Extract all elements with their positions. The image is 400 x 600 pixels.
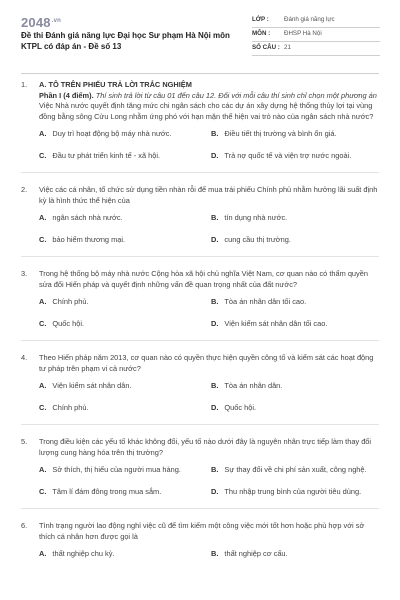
option-letter: B. <box>211 465 219 475</box>
question-number: 6. <box>21 521 28 531</box>
option-text: Điều tiết thị trường và bình ổn giá. <box>224 129 337 139</box>
option-a[interactable] <box>39 213 211 224</box>
question-text: Tình trạng người lao động nghỉ việc cũ để tìm kiếm một công việc mới tốt hơn hoặc phù hợp với sở thích cá nhân hơn được gọi là <box>39 521 365 541</box>
answer-options <box>39 381 380 413</box>
meta-value: ĐHSP Hà Nội <box>284 30 322 38</box>
option-a[interactable] <box>39 297 211 308</box>
part-label: Phần I (4 điểm). <box>39 90 94 100</box>
option-letter: A. <box>39 297 47 307</box>
question-6 <box>0 521 400 560</box>
option-text: thất nghiệp chu kỳ. <box>52 549 115 559</box>
option-letter: D. <box>211 318 219 328</box>
option-text: cung cầu thị trường. <box>224 234 291 244</box>
option-text: Thu nhập trung bình của người tiêu dùng. <box>224 486 362 496</box>
option-b[interactable] <box>211 213 381 224</box>
option-d[interactable] <box>211 487 381 498</box>
option-letter: D. <box>211 486 219 496</box>
question-text: Theo Hiến pháp năm 2013, cơ quan nào có quyền thực hiện quyền công tố và kiểm sát các hoạt động tư pháp trên phạm vi cả nước? <box>39 353 374 373</box>
option-b[interactable] <box>211 465 381 476</box>
question-text: Trong điều kiện các yếu tố khác không đổi, yếu tố nào dưới đây là nguyên nhân trực tiếp làm thay đổi lượng cung hàng hóa trên thị trường? <box>39 437 372 457</box>
option-letter: B. <box>211 297 219 307</box>
question-text: Trong hệ thống bộ máy nhà nước Cộng hòa xã hội chủ nghĩa Việt Nam, cơ quan nào có thẩm quyền sửa đổi Hiến pháp và quyết định những vấn đề quan trọng nhất của đất nước? <box>39 269 368 289</box>
option-letter: B. <box>211 213 219 223</box>
exam-meta <box>252 14 380 56</box>
part-text: Thí sinh trả lời từ câu 01 đến câu 12. Đối với mỗi câu thí sinh chỉ chọn một phương án <box>95 90 377 100</box>
option-c[interactable] <box>39 403 211 414</box>
question-number: 3. <box>21 269 28 279</box>
question-5 <box>0 437 400 497</box>
option-d[interactable] <box>211 319 381 330</box>
option-text: Viện kiểm sát nhân dân. <box>52 381 132 391</box>
option-text: Tòa án nhân dân tối cao. <box>224 297 307 307</box>
question-text: Việc Nhà nước quyết định tăng mức chi ngân sách cho các dự án xây dựng hệ thống thủy lợi tại vùng đồng bằng sông Cửu Long nhằm ứng phó với hạn mặn thể hiện vai trò nào của ngân sách nhà nước? <box>39 101 374 121</box>
meta-count-row <box>252 42 380 56</box>
option-b[interactable] <box>211 129 381 140</box>
answer-options <box>39 465 380 497</box>
option-letter: D. <box>211 234 219 244</box>
section-title: A. TÔ TRÊN PHIẾU TRẢ LỜI TRẮC NGHIỆM <box>39 80 192 89</box>
option-letter: A. <box>39 381 47 391</box>
option-text: Trả nợ quốc tế và viện trợ nước ngoài. <box>224 150 352 160</box>
answer-options <box>39 549 380 560</box>
option-text: Chính phủ. <box>52 402 89 412</box>
question-number: 4. <box>21 353 28 363</box>
question-divider <box>21 256 379 257</box>
question-2 <box>0 185 400 245</box>
option-letter: C. <box>39 234 47 244</box>
exam-title: Đề thi Đánh giá năng lực Đại học Sư phạm Hà Nội môn KTPL có đáp án - Đề số 13 <box>21 31 230 52</box>
option-text: Quốc hội. <box>224 402 257 412</box>
logo-text: 2048 <box>21 15 51 30</box>
option-letter: A. <box>39 549 47 559</box>
meta-value: 21 <box>284 44 291 52</box>
meta-label: SỐ CÂU : <box>252 44 280 52</box>
question-number: 5. <box>21 437 28 447</box>
answer-options <box>39 213 380 245</box>
option-text: Tâm lí đám đông trong mua sắm. <box>52 486 162 496</box>
option-letter: B. <box>211 549 219 559</box>
option-b[interactable] <box>211 549 381 560</box>
option-text: thất nghiệp cơ cấu. <box>224 549 288 559</box>
option-text: Tòa án nhân dân. <box>224 381 283 391</box>
option-a[interactable] <box>39 129 211 140</box>
meta-value: Đánh giá năng lực <box>284 16 335 24</box>
option-letter: C. <box>39 318 47 328</box>
meta-class-row <box>252 14 380 28</box>
question-list <box>0 80 400 560</box>
option-text: Sự thay đổi về chi phí sản xuất, công nghệ. <box>224 465 367 475</box>
question-1 <box>0 80 400 161</box>
option-b[interactable] <box>211 381 381 392</box>
option-text: bảo hiểm thương mại. <box>52 234 126 244</box>
option-d[interactable] <box>211 235 381 246</box>
question-3 <box>0 269 400 329</box>
question-divider <box>21 508 379 509</box>
question-number: 1. <box>21 80 28 89</box>
logo-suffix: .vn <box>51 17 62 24</box>
option-c[interactable] <box>39 487 211 498</box>
option-letter: B. <box>211 381 219 391</box>
option-d[interactable] <box>211 151 381 162</box>
part-instructions <box>39 91 380 102</box>
option-letter: A. <box>39 465 47 475</box>
option-c[interactable] <box>39 235 211 246</box>
option-text: Duy trì hoạt động bộ máy nhà nước. <box>52 129 172 139</box>
option-d[interactable] <box>211 403 381 414</box>
option-text: ngân sách nhà nước. <box>52 213 123 223</box>
meta-label: MÔN : <box>252 30 271 38</box>
option-a[interactable] <box>39 381 211 392</box>
option-letter: B. <box>211 129 219 139</box>
question-divider <box>21 424 379 425</box>
option-c[interactable] <box>39 151 211 162</box>
option-letter: A. <box>39 129 47 139</box>
option-b[interactable] <box>211 297 381 308</box>
meta-label: LỚP : <box>252 16 269 24</box>
question-4 <box>0 353 400 413</box>
question-number: 2. <box>21 185 28 195</box>
option-a[interactable] <box>39 465 211 476</box>
option-text: Sở thích, thị hiếu của người mua hàng. <box>52 465 181 475</box>
meta-subject-row <box>252 28 380 42</box>
option-text: Viện kiểm sát nhân dân tối cao. <box>224 318 328 328</box>
option-letter: D. <box>211 402 219 412</box>
question-divider <box>21 340 379 341</box>
question-divider <box>21 172 379 173</box>
page-header <box>0 0 400 70</box>
option-text: Chính phủ. <box>52 297 89 307</box>
answer-options <box>39 297 380 329</box>
header-divider <box>21 73 379 74</box>
question-text: Việc các cá nhân, tổ chức sử dụng tiền nhàn rỗi để mua trái phiếu Chính phủ nhằm hưởng lãi suất định kỳ là hình thức thể hiện của <box>39 185 378 205</box>
option-letter: D. <box>211 150 219 160</box>
option-letter: A. <box>39 213 47 223</box>
option-text: Quốc hội. <box>52 318 85 328</box>
option-a[interactable] <box>39 549 211 560</box>
option-text: tín dụng nhà nước. <box>224 213 288 223</box>
option-letter: C. <box>39 402 47 412</box>
answer-options <box>39 129 380 161</box>
option-letter: C. <box>39 150 47 160</box>
option-letter: C. <box>39 486 47 496</box>
option-c[interactable] <box>39 319 211 330</box>
option-text: Đầu tư phát triển kinh tế - xã hội. <box>52 150 161 160</box>
